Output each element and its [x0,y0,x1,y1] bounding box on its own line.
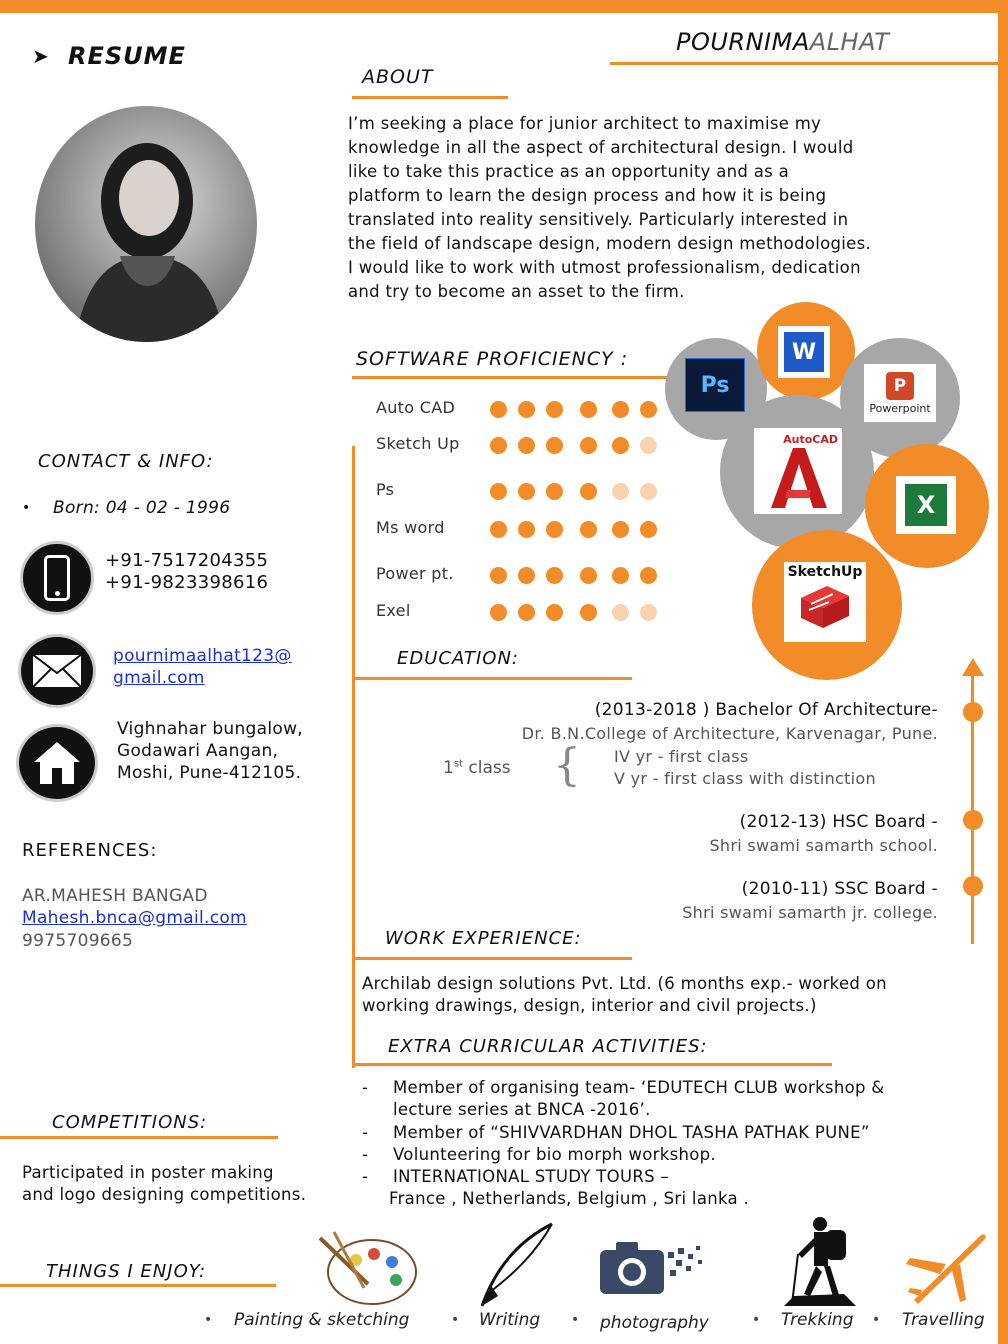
enjoy-photography: photography [600,1313,709,1333]
skill-level-dot [518,483,535,500]
competitions-line-1: Participated in poster making [22,1163,274,1182]
extra-item-line: INTERNATIONAL STUDY TOURS – [393,1167,669,1186]
about-line: translated into reality sensitively. Particularly interested in [348,210,849,229]
extra-dash: - [362,1167,369,1186]
work-line-2: working drawings, design, interior and civil projects.) [362,996,817,1015]
skill-level-dot [612,604,629,621]
trekker-icon [784,1214,856,1306]
skill-name: Sketch Up [376,434,460,453]
about-underline [352,96,508,99]
edu-ssc: (2010-11) SSC Board - [741,879,938,899]
enjoy-title: THINGS I ENJOY: [46,1261,207,1282]
education-title: EDUCATION: [397,648,519,669]
word-icon [778,326,830,378]
mail-icon [18,634,96,708]
email-line-2[interactable]: gmail.com [113,668,205,688]
enjoy-bullet: • [872,1312,881,1328]
name-underline [610,62,998,65]
skill-level-dot [612,521,629,538]
edu-class-line-1: IV yr - first class [614,747,749,766]
name-first: POURNIMA [676,28,810,56]
skill-level-dot [490,521,507,538]
skill-level-dot [490,483,507,500]
about-line: platform to learn the design process and how it is being [348,186,827,205]
skill-level-dot [490,401,507,418]
skill-level-dot [546,401,563,418]
extra-underline [352,1063,832,1066]
autocad-icon [754,428,842,514]
excel-icon-letter: X [905,484,947,526]
competitions-underline [0,1136,278,1139]
top-border [0,0,1008,13]
camera-icon [598,1238,708,1298]
sketchup-icon [784,562,866,642]
skill-level-dot [612,437,629,454]
skill-level-dot [546,521,563,538]
work-underline [352,957,632,960]
software-underline [352,376,670,379]
enjoy-travelling: Travelling [902,1310,985,1330]
skill-level-dot [640,437,657,454]
powerpoint-icon-label: Powerpoint [869,401,931,415]
extra-title: EXTRA CURRICULAR ACTIVITIES: [388,1036,708,1057]
resume-label: RESUME [68,42,186,70]
sketchup-icon-label: SketchUp [787,564,863,580]
name-heading [676,28,889,56]
enjoy-painting: Painting & sketching [234,1310,410,1330]
phone-icon-button [55,591,60,596]
phone-2: +91-9823398616 [105,572,269,593]
edu-ssc-school: Shri swami samarth jr. college. [682,903,938,922]
skill-level-dot [518,437,535,454]
edu-class-line-2: V yr - first class with distinction [614,769,876,788]
edu-class-text: class [468,758,511,778]
skill-level-dot [546,604,563,621]
skill-name: Exel [376,601,411,620]
competitions-line-2: and logo designing competitions. [22,1185,307,1204]
address-line: Godawari Aangan, [117,741,279,761]
skill-level-dot [612,483,629,500]
skill-level-dot [490,604,507,621]
enjoy-writing: Writing [479,1310,541,1330]
about-line: knowledge in all the aspect of architectural design. I would [348,138,854,157]
skill-level-dot [546,483,563,500]
timeline-dot [963,876,983,896]
extra-item-line: Volunteering for bio morph workshop. [393,1145,716,1164]
work-title: WORK EXPERIENCE: [385,928,582,949]
enjoy-underline [0,1284,276,1287]
skill-level-dot [580,483,597,500]
reference-name: AR.MAHESH BANGAD [22,886,208,906]
timeline-dot [963,702,983,722]
email-link[interactable] [113,645,292,689]
born-date: Born: 04 - 02 - 1996 [53,498,231,518]
enjoy-bullet: • [204,1312,213,1328]
skill-level-dot [580,437,597,454]
enjoy-trekking: Trekking [781,1310,854,1330]
skill-level-dot [612,401,629,418]
enjoy-bullet: • [451,1312,460,1328]
excel-icon [896,476,956,534]
about-line: like to take this practice as an opportunity and as a [348,162,789,181]
avatar-silhouette-icon [35,106,257,342]
skill-level-dot [518,401,535,418]
skill-level-dot [580,604,597,621]
envelope-icon [31,653,83,689]
skill-level-dot [640,483,657,500]
main-vertical-line [352,446,355,1068]
about-line: I would like to work with utmost professionalism, dedication [348,258,861,277]
quill-icon [476,1222,556,1308]
skill-level-dot [546,567,563,584]
skill-name: Power pt. [376,564,454,583]
ps-icon: Ps [685,358,745,412]
autocad-icon-label: AutoCAD [783,432,838,446]
software-title: SOFTWARE PROFICIENCY : [356,348,629,370]
skill-level-dot [546,437,563,454]
skill-level-dot [490,567,507,584]
phone-icon [20,541,94,615]
home-icon [16,724,98,802]
skill-level-dot [518,521,535,538]
enjoy-bullet: • [571,1312,580,1328]
reference-phone: 9975709665 [22,931,134,951]
skill-level-dot [612,567,629,584]
address-line: Vighnahar bungalow, [117,719,304,739]
word-icon-letter: W [784,332,824,372]
edu-hsc: (2012-13) HSC Board - [739,812,938,832]
education-underline [352,677,632,680]
address [117,718,303,784]
edu-class-sup: st [453,758,463,770]
edu-degree: (2013-2018 ) Bachelor Of Architecture- [594,700,938,720]
extra-dash: - [362,1078,369,1097]
extra-item-line: Member of organising team- ‘EDUTECH CLUB workshop & [393,1078,885,1097]
extra-item-line: Member of “SHIVVARDHAN DHOL TASHA PATHAK PUNE” [393,1123,870,1142]
edu-class-label [443,758,511,778]
edu-class-num: 1 [443,758,454,778]
skill-level-dot [640,521,657,538]
powerpoint-icon-glyph: P [886,372,914,400]
name-last: ALHAT [809,28,890,56]
born-bullet: • [22,500,31,516]
references-title: REFERENCES: [22,840,158,861]
extra-dash: - [362,1123,369,1142]
about-title: ABOUT [362,66,434,88]
house-icon [32,740,82,786]
skill-level-dot [518,567,535,584]
skill-level-dot [640,567,657,584]
phone-icon-body [44,555,70,601]
resume-arrow-icon: ➤ [32,44,49,68]
skill-name: Ps [376,480,395,499]
about-text [348,112,988,304]
address-line: Moshi, Pune-412105. [117,763,302,783]
skill-name: Ms word [376,518,445,537]
about-line: and try to become an asset to the firm. [348,282,685,301]
timeline-dot [963,810,983,830]
skill-level-dot [518,604,535,621]
skill-level-dot [580,401,597,418]
reference-email[interactable]: Mahesh.bnca@gmail.com [22,908,247,928]
contact-title: CONTACT & INFO: [38,451,214,472]
competitions-title: COMPETITIONS: [52,1112,208,1133]
edu-hsc-school: Shri swami samarth school. [709,836,938,855]
skill-name: Auto CAD [376,398,456,417]
skill-level-dot [580,567,597,584]
about-line: the field of landscape design, modern design methodologies. [348,234,872,253]
sketchup-box-glyph [797,580,853,630]
skill-level-dot [580,521,597,538]
powerpoint-icon [864,364,936,422]
about-line: I’m seeking a place for junior architect to maximise my [348,114,822,133]
right-border [998,0,1008,1344]
extra-item-line: France , Netherlands, Belgium , Sri lanka . [389,1189,750,1208]
work-line-1: Archilab design solutions Pvt. Ltd. (6 months exp.- worked on [362,974,887,993]
edu-college: Dr. B.N.College of Architecture, Karvenagar, Pune. [521,724,938,743]
extra-dash: - [362,1145,369,1164]
class-brace-icon: { [553,740,581,791]
skill-level-dot [640,401,657,418]
autocad-a-glyph [763,446,833,510]
palette-icon [316,1228,418,1308]
skill-level-dot [640,604,657,621]
skill-level-dot [490,437,507,454]
phone-1: +91-7517204355 [105,550,269,571]
extra-item-line: lecture series at BNCA -2016’. [393,1100,651,1119]
enjoy-bullet: • [752,1312,761,1328]
airplane-icon [906,1228,988,1304]
profile-photo [35,106,257,342]
email-line-1[interactable]: pournimaalhat123@ [113,646,292,666]
